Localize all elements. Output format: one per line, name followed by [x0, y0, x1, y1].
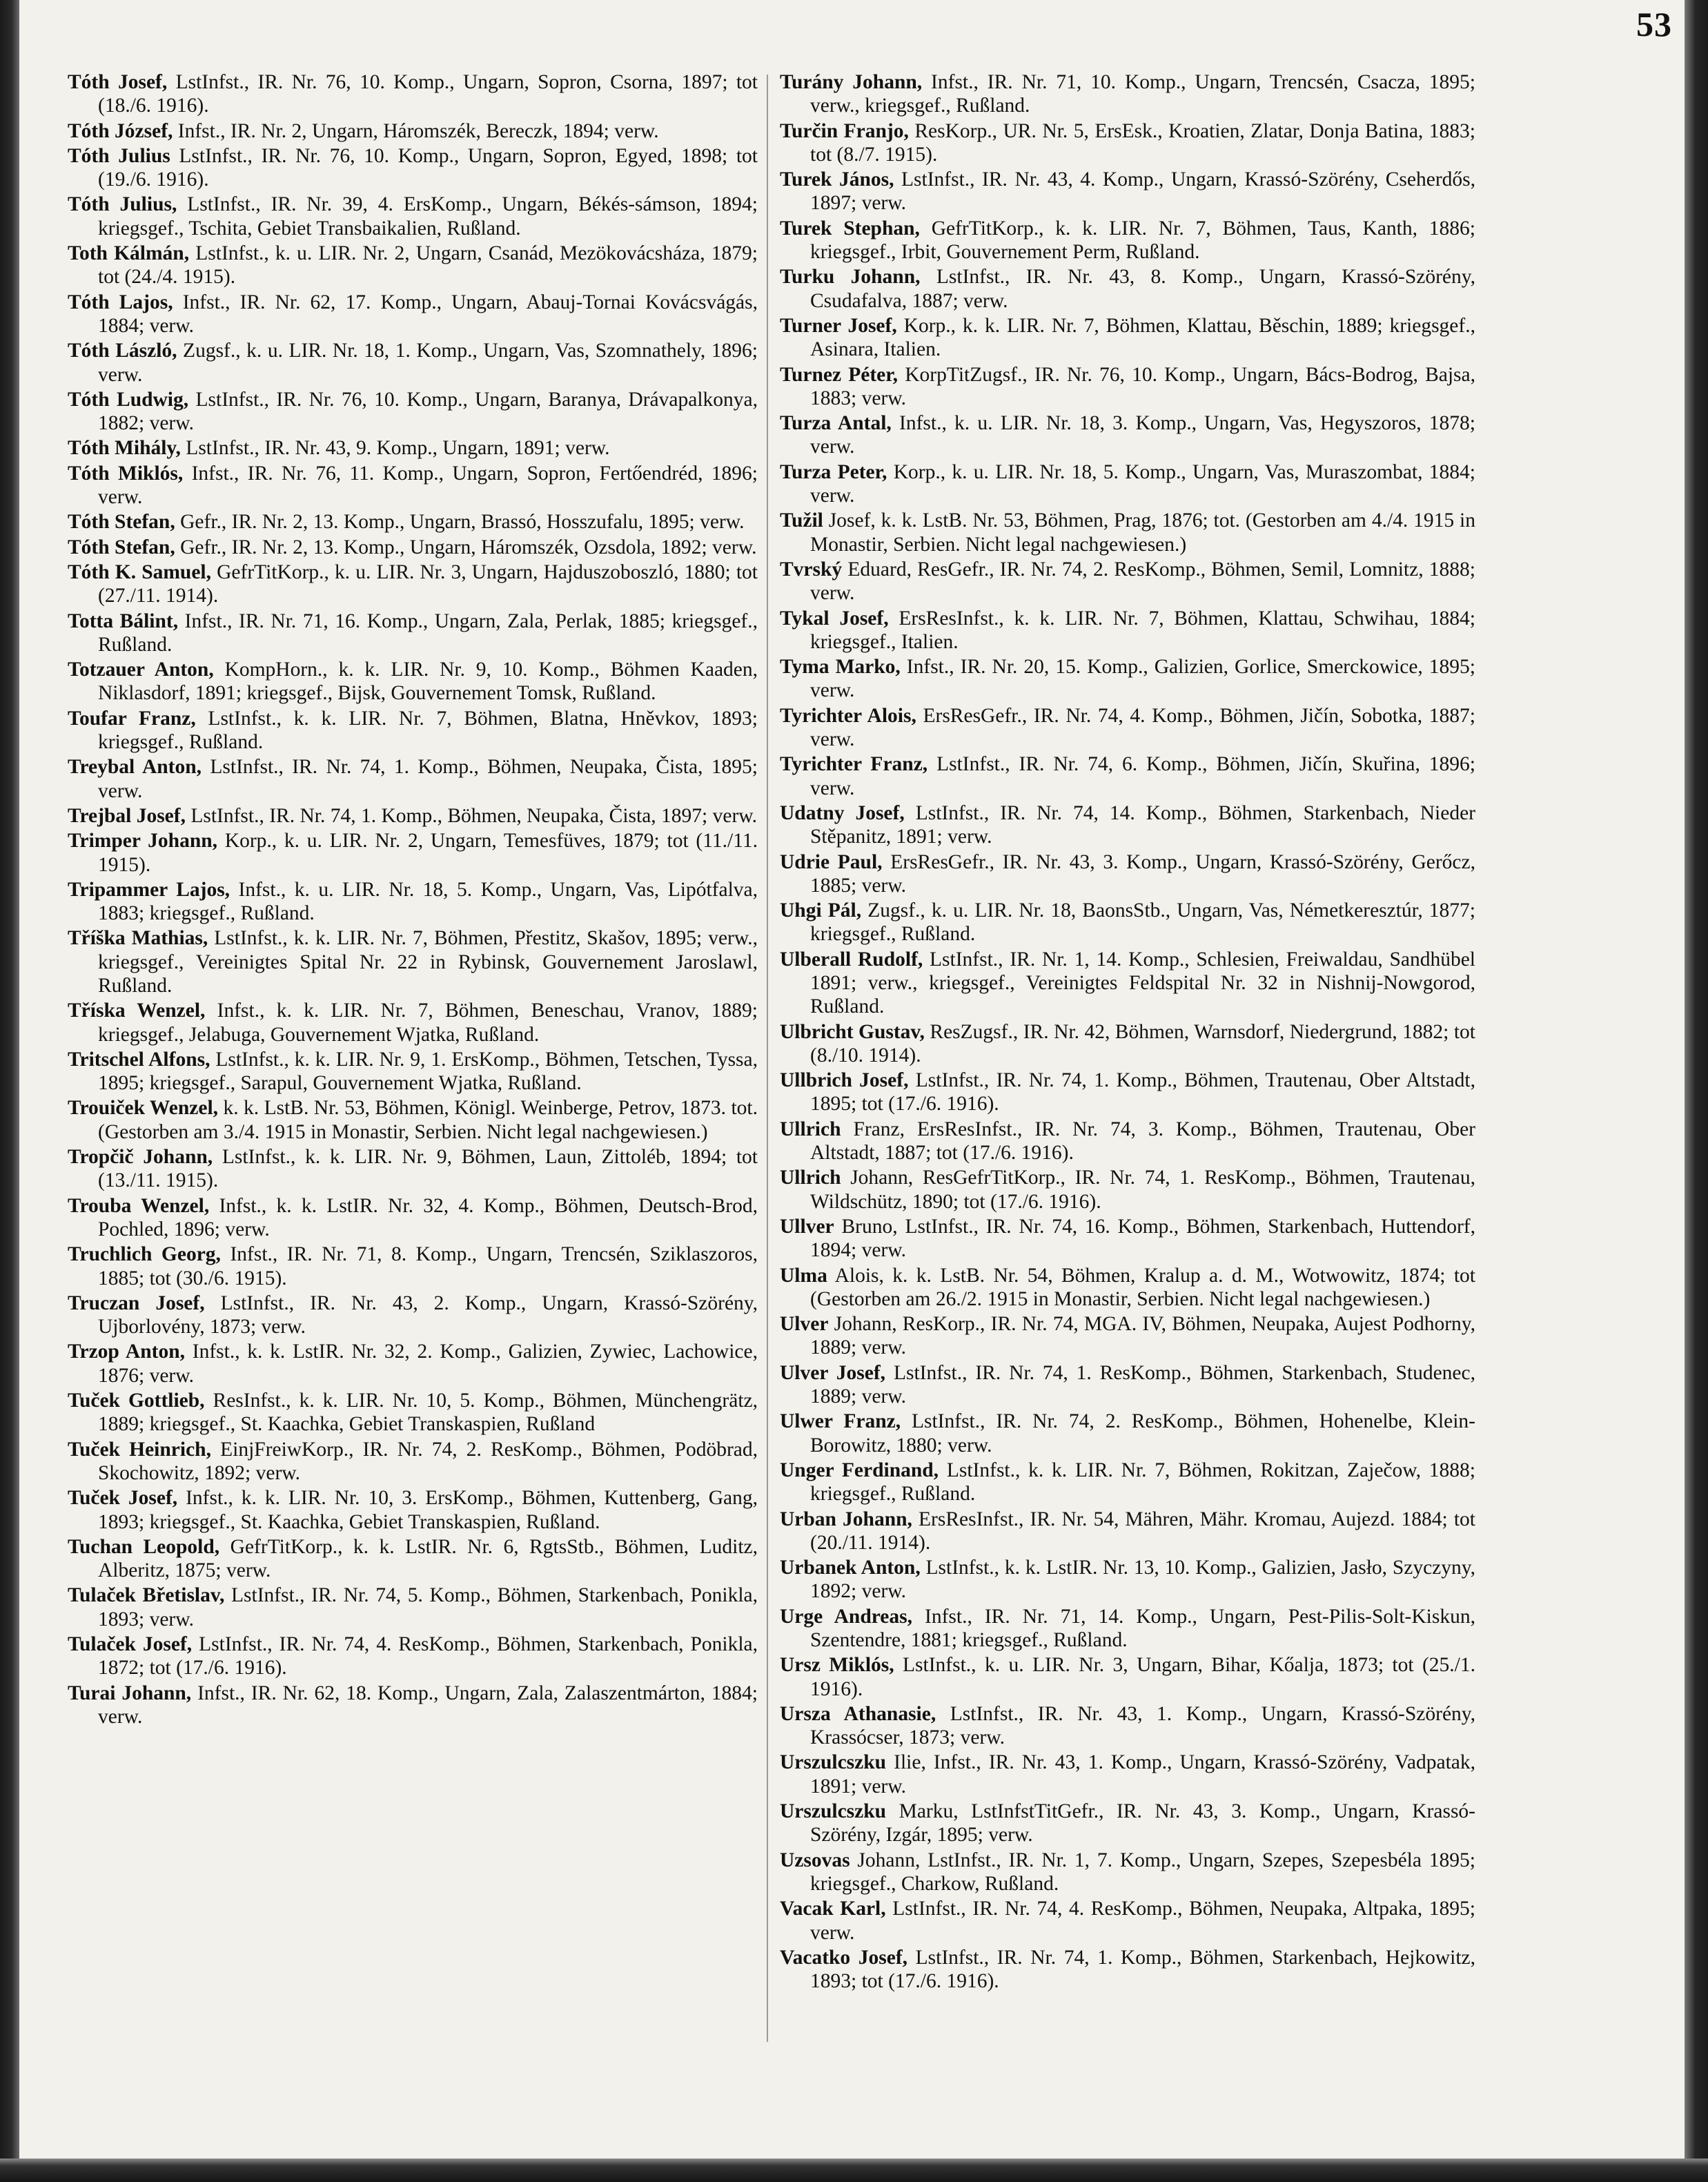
list-entry: [68, 462, 758, 509]
entry-name: Tříska Wenzel,: [68, 1000, 206, 1022]
list-entry: [68, 1340, 758, 1387]
entry-details: Infst., IR. Nr. 62, 18. Komp., Ungarn, Zala, Zalaszentmárton, 1884; verw.: [98, 1682, 758, 1728]
entry-name: Truczan Josef,: [68, 1292, 205, 1314]
list-entry: [780, 1020, 1475, 1068]
entry-details: ErsResGefr., IR. Nr. 74, 4. Komp., Böhmen, Jičín, Sobotka, 1887; verw.: [810, 704, 1475, 751]
list-entry: [68, 804, 758, 828]
list-entry: [780, 1556, 1475, 1604]
entry-name: Tykal Josef,: [780, 607, 889, 630]
entry-details: LstInfst., k. u. LIR. Nr. 2, Ungarn, Csanád, Mezökovácsháza, 1879; tot (24./4. 1915).: [98, 242, 758, 289]
entry-details: GefrTitKorp., k. u. LIR. Nr. 3, Ungarn, Hajduszoboszló, 1880; tot (27./11. 1914).: [98, 561, 758, 607]
entry-name: Tuček Heinrich,: [68, 1438, 211, 1461]
list-entry: [780, 217, 1475, 264]
list-entry: [68, 1048, 758, 1095]
list-entry: [780, 509, 1475, 556]
entry-name: Tóth Lajos,: [68, 291, 173, 313]
entry-details: LstInfst., k. k. LstIR. Nr. 13, 10. Komp., Galizien, Jasło, Szyczyny, 1892; verw.: [810, 1557, 1475, 1603]
entry-name: Turku Johann,: [780, 266, 921, 289]
list-entry: [68, 536, 758, 559]
list-entry: [68, 1584, 758, 1631]
entry-details: Infst., IR. Nr. 71, 10. Komp., Ungarn, Trencsén, Csacza, 1895; verw., kriegsgef., Rußland.: [810, 71, 1475, 117]
entry-details: ResKorp., UR. Nr. 5, ErsEsk., Kroatien, Zlatar, Donja Batina, 1883; tot (8./7. 1915).: [810, 119, 1475, 166]
list-entry: [780, 1264, 1475, 1312]
entry-details: Marku, LstInfstTitGefr., IR. Nr. 43, 3. Komp., Ungarn, Krassó-Szörény, Izgár, 1895; verw.: [810, 1800, 1475, 1847]
entry-details: LstInfst., IR. Nr. 76, 10. Komp., Ungarn, Baranya, Drávapalkonya, 1882; verw.: [98, 388, 758, 435]
right-column: [780, 70, 1475, 1994]
entry-name: Turčin Franjo,: [780, 119, 909, 142]
entry-name: Tyrichter Alois,: [780, 704, 916, 727]
entry-details: LstInfst., IR. Nr. 74, 4. ResKomp., Böhmen, Neupaka, Altpaka, 1895; verw.: [810, 1898, 1475, 1944]
list-entry: [68, 144, 758, 192]
entry-name: Ullver: [780, 1215, 834, 1238]
list-entry: [780, 1605, 1475, 1653]
entry-details: LstInfst., IR. Nr. 43, 4. Komp., Ungarn, Krassó-Szörény, Cseherdős, 1897; verw.: [810, 168, 1475, 215]
entry-name: Ursza Athanasie,: [780, 1702, 936, 1725]
entry-name: Tóth Josef,: [68, 71, 168, 93]
entry-name: Ullrich: [780, 1118, 841, 1140]
entry-details: LstInfst., IR. Nr. 74, 4. ResKomp., Böhmen, Starkenbach, Ponikla, 1872; tot (17./6. 1916).: [98, 1633, 758, 1679]
entry-name: Uhgi Pál,: [780, 899, 862, 922]
list-entry: [68, 291, 758, 338]
entry-details: LstInfst., IR. Nr. 1, 14. Komp., Schlesien, Freiwaldau, Sandhübel 1891; verw., kriegsgef., Vereinigtes Feldspital Nr. 32 in Nishnij-Nowgorod, Rußland.: [810, 948, 1475, 1018]
entry-details: LstInfst., IR. Nr. 74, 1. Komp., Böhmen, Neupaka, Čista, 1897; verw.: [185, 804, 758, 827]
entry-name: Udrie Paul,: [780, 850, 883, 873]
entry-name: Urszulcszku: [780, 1800, 887, 1823]
entry-details: LstInfst., IR. Nr. 74, 6. Komp., Böhmen, Jičín, Skuřina, 1896; verw.: [810, 753, 1475, 799]
entry-name: Totta Bálint,: [68, 610, 179, 632]
list-entry: [780, 1508, 1475, 1555]
list-entry: [68, 1145, 758, 1193]
list-entry: [780, 1751, 1475, 1798]
entry-details: Korp., k. k. LIR. Nr. 7, Böhmen, Klattau, Běschin, 1889; kriegsgef., Asinara, Italien.: [810, 314, 1475, 361]
list-entry: [68, 1096, 758, 1144]
list-entry: [780, 801, 1475, 849]
entry-details: Zugsf., k. u. LIR. Nr. 18, 1. Komp., Ungarn, Vas, Szomnathely, 1896; verw.: [98, 340, 758, 386]
list-entry: [68, 1486, 758, 1534]
entry-name: Turnez Péter,: [780, 363, 899, 386]
entry-name: Tuček Josef,: [68, 1487, 178, 1510]
entry-name: Trouiček Wenzel,: [68, 1097, 219, 1120]
entry-details: k. k. LstB. Nr. 53, Böhmen, Königl. Weinberge, Petrov, 1873. tot. (Gestorben am 3./4. 1915 in Monastir, Serbien. Nicht legal nachgewiesen.): [98, 1097, 758, 1143]
entry-name: Tóth Mihály,: [68, 437, 181, 460]
left-column: [68, 70, 758, 1730]
entry-details: Infst., IR. Nr. 76, 11. Komp., Ungarn, Sopron, Fertőendréd, 1896; verw.: [98, 462, 758, 509]
entry-name: Tyma Marko,: [780, 656, 901, 679]
list-entry: [780, 558, 1475, 605]
entry-name: Trouba Wenzel,: [68, 1194, 210, 1217]
entry-details: LstInfst., IR. Nr. 76, 10. Komp., Ungarn, Sopron, Csorna, 1897; tot (18./6. 1916).: [98, 71, 758, 117]
entry-name: Tóth Miklós,: [68, 462, 184, 485]
list-entry: [780, 70, 1475, 118]
entry-name: Turner Josef,: [780, 314, 897, 337]
entry-name: Tulaček Břetislav,: [68, 1584, 225, 1607]
list-entry: [780, 1702, 1475, 1750]
entry-details: Infst., IR. Nr. 62, 17. Komp., Ungarn, Abauj-Tornai Kovácsvágás, 1884; verw.: [98, 291, 758, 337]
entry-details: Zugsf., k. u. LIR. Nr. 18, BaonsStb., Ungarn, Vas, Németkeresztúr, 1877; kriegsgef., Rußland.: [810, 899, 1475, 946]
list-entry: [68, 878, 758, 926]
entry-name: Truchlich Georg,: [68, 1243, 221, 1266]
list-entry: [68, 561, 758, 608]
scan-edge-left: [0, 0, 19, 2182]
entry-details: Bruno, LstInfst., IR. Nr. 74, 16. Komp., Böhmen, Starkenbach, Huttendorf, 1894; verw.: [810, 1215, 1475, 1262]
entry-details: EinjFreiwKorp., IR. Nr. 74, 2. ResKomp., Böhmen, Podöbrad, Skochowitz, 1892; verw.: [98, 1438, 758, 1484]
entry-details: Alois, k. k. LstB. Nr. 54, Böhmen, Kralup a. d. M., Wotwowitz, 1874; tot (Gestorben am 26./2. 1915 in Monastir, Serbien. Nicht legal nachgewiesen.): [810, 1264, 1475, 1310]
entry-details: ResZugsf., IR. Nr. 42, Böhmen, Warnsdorf, Niedergrund, 1882; tot (8./10. 1914).: [810, 1020, 1475, 1066]
entry-details: LstInfst., IR. Nr. 74, 2. ResKomp., Böhmen, Hohenelbe, Klein-Borowitz, 1880; verw.: [810, 1410, 1475, 1457]
list-entry: [780, 1361, 1475, 1409]
entry-details: LstInfst., IR. Nr. 43, 9. Komp., Ungarn, 1891; verw.: [180, 437, 610, 460]
entry-name: Tropčič Johann,: [68, 1146, 213, 1169]
entry-name: Tritschel Alfons,: [68, 1048, 210, 1071]
list-entry: [780, 1069, 1475, 1116]
entry-name: Toufar Franz,: [68, 707, 196, 730]
entry-details: Infst., IR. Nr. 20, 15. Komp., Galizien, Gorlice, Smerckowice, 1895; verw.: [810, 656, 1475, 702]
entry-name: Ulma: [780, 1264, 827, 1287]
entry-details: Franz, ErsResInfst., IR. Nr. 74, 3. Komp., Böhmen, Trautenau, Ober Altstadt, 1887; tot (17./6. 1916).: [810, 1118, 1475, 1165]
entry-name: Ullrich: [780, 1167, 841, 1189]
list-entry: [68, 388, 758, 436]
entry-name: Tyrichter Franz,: [780, 753, 928, 776]
entry-details: LstInfst., IR. Nr. 74, 1. Komp., Böhmen, Starkenbach, Hejkowitz, 1893; tot (17./6. 1916).: [810, 1946, 1475, 1993]
entry-name: Turza Antal,: [780, 412, 892, 435]
entry-name: Tužil: [780, 509, 823, 532]
list-entry: [780, 1312, 1475, 1360]
entry-name: Tóth Julius: [68, 144, 170, 167]
entry-name: Ulver Josef,: [780, 1361, 886, 1384]
entry-details: Johann, ResGefrTitKorp., IR. Nr. 74, 1. ResKomp., Böhmen, Trautenau, Wildschütz, 1890; tot (17./6. 1916).: [810, 1167, 1475, 1213]
list-entry: [68, 242, 758, 289]
entry-name: Ulbricht Gustav,: [780, 1020, 925, 1043]
entry-name: Tripammer Lajos,: [68, 878, 230, 901]
entry-details: LstInfst., IR. Nr. 74, 5. Komp., Böhmen, Starkenbach, Ponikla, 1893; verw.: [98, 1584, 758, 1630]
entry-name: Udatny Josef,: [780, 801, 905, 824]
entry-details: LstInfst., k. k. LIR. Nr. 7, Böhmen, Přestitz, Skašov, 1895; verw., kriegsgef., Vereinigtes Spital Nr. 22 in Rybinsk, Gouvernement Jaroslawl, Rußland.: [98, 927, 758, 997]
entry-details: LstInfst., IR. Nr. 39, 4. ErsKomp., Ungarn, Békés-sámson, 1894; kriegsgef., Tschita, Gebiet Transbaikalien, Rußland.: [98, 193, 758, 240]
entry-details: Ilie, Infst., IR. Nr. 43, 1. Komp., Ungarn, Krassó-Szörény, Vadpatak, 1891; verw.: [810, 1751, 1475, 1798]
entry-details: LstInfst., k. k. LIR. Nr. 7, Böhmen, Blatna, Hněvkov, 1893; kriegsgef., Rußland.: [98, 707, 758, 754]
list-entry: [780, 655, 1475, 703]
entry-details: Infst., IR. Nr. 2, Ungarn, Háromszék, Bereczk, 1894; verw.: [173, 119, 659, 142]
entry-details: Infst., k. u. LIR. Nr. 18, 3. Komp., Ungarn, Vas, Hegyszoros, 1878; verw.: [810, 412, 1475, 458]
entry-details: LstInfst., IR. Nr. 43, 1. Komp., Ungarn, Krassó-Szörény, Krassócser, 1873; verw.: [810, 1702, 1475, 1749]
list-entry: [68, 1389, 758, 1436]
entry-name: Tóth Stefan,: [68, 536, 175, 558]
list-entry: [780, 460, 1475, 508]
scan-edge-bottom: [0, 2159, 1708, 2182]
entry-details: Korp., k. u. LIR. Nr. 2, Ungarn, Temesfüves, 1879; tot (11./11. 1915).: [98, 830, 758, 876]
entry-details: Infst., k. k. LIR. Nr. 10, 3. ErsKomp., Böhmen, Kuttenberg, Gang, 1893; kriegsgef., St. Kaachka, Gebiet Transkaspien, Rußland.: [98, 1487, 758, 1533]
entry-details: ResInfst., k. k. LIR. Nr. 10, 5. Komp., Böhmen, Münchengrätz, 1889; kriegsgef., St. Kaachka, Gebiet Transkaspien, Rußland: [98, 1390, 758, 1436]
list-entry: [780, 168, 1475, 215]
entry-details: LstInfst., IR. Nr. 74, 1. ResKomp., Böhmen, Starkenbach, Studenec, 1889; verw.: [810, 1361, 1475, 1408]
entry-name: Ulwer Franz,: [780, 1410, 901, 1433]
entry-details: Gefr., IR. Nr. 2, 13. Komp., Ungarn, Háromszék, Ozsdola, 1892; verw.: [175, 536, 757, 558]
entry-name: Vacak Karl,: [780, 1898, 886, 1920]
list-entry: [68, 1682, 758, 1729]
entry-name: Vacatko Josef,: [780, 1946, 908, 1969]
entry-name: Ulver: [780, 1313, 829, 1336]
list-entry: [68, 339, 758, 387]
list-entry: [68, 610, 758, 657]
list-entry: [780, 1897, 1475, 1945]
entry-name: Tříška Mathias,: [68, 927, 208, 950]
entry-name: Turány Johann,: [780, 71, 923, 93]
entry-name: Tóth László,: [68, 340, 177, 362]
entry-details: Infst., IR. Nr. 71, 16. Komp., Ungarn, Zala, Perlak, 1885; kriegsgef., Rußland.: [98, 610, 758, 656]
entry-name: Urszulcszku: [780, 1751, 887, 1774]
page-number: 53: [1636, 5, 1672, 43]
entry-details: Eduard, ResGefr., IR. Nr. 74, 2. ResKomp., Böhmen, Semil, Lomnitz, 1888; verw.: [810, 558, 1475, 605]
list-entry: [780, 314, 1475, 362]
entry-name: Turek János,: [780, 168, 894, 191]
entry-name: Tóth József,: [68, 119, 173, 142]
list-entry: [780, 1410, 1475, 1457]
entry-name: Tulaček Josef,: [68, 1633, 193, 1655]
entry-name: Tóth Stefan,: [68, 511, 175, 534]
entry-name: Tóth K. Samuel,: [68, 561, 211, 583]
entry-name: Trimper Johann,: [68, 830, 218, 853]
entry-details: LstInfst., k. k. LIR. Nr. 9, Böhmen, Laun, Zittoléb, 1894; tot (13./11. 1915).: [98, 1146, 758, 1192]
entry-name: Toth Kálmán,: [68, 242, 190, 265]
list-entry: [780, 1800, 1475, 1847]
list-entry: [780, 265, 1475, 313]
list-entry: [780, 850, 1475, 898]
list-entry: [68, 926, 758, 997]
entry-name: Turek Stephan,: [780, 217, 920, 240]
entry-details: Infst., IR. Nr. 71, 14. Komp., Ungarn, Pest-Pilis-Solt-Kiskun, Szentendre, 1881; kriegsgef., Rußland.: [810, 1605, 1475, 1651]
list-entry: [780, 363, 1475, 411]
entry-name: Uzsovas: [780, 1849, 850, 1871]
entry-details: LstInfst., IR. Nr. 43, 2. Komp., Ungarn, Krassó-Szörény, Ujborlovény, 1873; verw.: [98, 1292, 758, 1338]
entry-details: ErsResInfst., k. k. LIR. Nr. 7, Böhmen, Klattau, Schwihau, 1884; kriegsgef., Italien.: [810, 607, 1475, 653]
entry-details: LstInfst., IR. Nr. 76, 10. Komp., Ungarn, Sopron, Egyed, 1898; tot (19./6. 1916).: [98, 144, 758, 191]
entry-name: Urbanek Anton,: [780, 1557, 921, 1579]
entry-details: GefrTitKorp., k. k. LstIR. Nr. 6, RgtsStb., Böhmen, Luditz, Alberitz, 1875; verw.: [98, 1535, 758, 1582]
entry-name: Ursz Miklós,: [780, 1654, 894, 1677]
entry-details: Infst., k. k. LstIR. Nr. 32, 4. Komp., Böhmen, Deutsch-Brod, Pochled, 1896; verw.: [98, 1194, 758, 1240]
list-entry: [780, 1849, 1475, 1896]
list-entry: [780, 607, 1475, 654]
entry-details: Infst., IR. Nr. 71, 8. Komp., Ungarn, Trencsén, Sziklaszoros, 1885; tot (30./6. 1915).: [98, 1243, 758, 1289]
entry-name: Tóth Julius,: [68, 193, 177, 216]
list-entry: [68, 1243, 758, 1290]
entry-details: LstInfst., k. k. LIR. Nr. 9, 1. ErsKomp., Böhmen, Tetschen, Tyssa, 1895; kriegsgef., Sarapul, Gouvernement Wjatka, Rußland.: [98, 1048, 758, 1095]
list-entry: [68, 193, 758, 240]
entry-details: LstInfst., k. k. LIR. Nr. 7, Böhmen, Rokitzan, Zaječow, 1888; kriegsgef., Rußland.: [810, 1459, 1475, 1506]
entry-name: Totzauer Anton,: [68, 659, 214, 681]
entry-details: GefrTitKorp., k. k. LIR. Nr. 7, Böhmen, Taus, Kanth, 1886; kriegsgef., Irbit, Gouvernement Perm, Rußland.: [810, 217, 1475, 264]
entry-details: Infst., k. k. LIR. Nr. 7, Böhmen, Beneschau, Vranov, 1889; kriegsgef., Jelabuga, Gouvernement Wjatka, Rußland.: [98, 1000, 758, 1046]
column-divider: [767, 75, 768, 2042]
entry-name: Ulberall Rudolf,: [780, 948, 923, 971]
entry-details: Johann, LstInfst., IR. Nr. 1, 7. Komp., Ungarn, Szepes, Szepesbéla 1895; kriegsgef., Charkow, Rußland.: [810, 1849, 1475, 1895]
entry-name: Turai Johann,: [68, 1682, 192, 1704]
entry-details: Korp., k. u. LIR. Nr. 18, 5. Komp., Ungarn, Vas, Muraszombat, 1884; verw.: [810, 460, 1475, 507]
list-entry: [68, 707, 758, 754]
entry-name: Trejbal Josef,: [68, 804, 186, 827]
entry-details: LstInfst., IR. Nr. 43, 8. Komp., Ungarn, Krassó-Szörény, Csudafalva, 1887; verw.: [810, 266, 1475, 312]
list-entry: [780, 411, 1475, 459]
list-entry: [780, 752, 1475, 800]
entry-details: Infst., k. k. LstIR. Nr. 32, 2. Komp., Galizien, Zywiec, Lachowice, 1876; verw.: [98, 1341, 758, 1387]
list-entry: [780, 1118, 1475, 1165]
list-entry: [68, 119, 758, 143]
entry-name: Trzop Anton,: [68, 1341, 186, 1363]
entry-details: KompHorn., k. k. LIR. Nr. 9, 10. Komp., Böhmen Kaaden, Niklasdorf, 1891; kriegsgef., Bijsk, Gouvernement Tomsk, Rußland.: [98, 659, 758, 705]
entry-details: Johann, ResKorp., IR. Nr. 74, MGA. IV, Böhmen, Neupaka, Aujest Podhorny, 1889; verw.: [810, 1313, 1475, 1359]
entry-name: Ullbrich Josef,: [780, 1069, 909, 1092]
list-entry: [68, 755, 758, 803]
scan-edge-right: [1685, 0, 1708, 2182]
list-entry: [780, 1215, 1475, 1263]
entry-name: Tuchan Leopold,: [68, 1535, 220, 1558]
entry-name: Tóth Ludwig,: [68, 388, 189, 411]
entry-details: LstInfst., IR. Nr. 74, 1. Komp., Böhmen, Neupaka, Čista, 1895; verw.: [98, 756, 758, 802]
list-entry: [68, 1535, 758, 1583]
entry-details: LstInfst., IR. Nr. 74, 1. Komp., Böhmen, Trautenau, Ober Altstadt, 1895; tot (17./6. 1916).: [810, 1069, 1475, 1116]
list-entry: [68, 658, 758, 705]
list-entry: [780, 1166, 1475, 1214]
entry-details: Gefr., IR. Nr. 2, 13. Komp., Ungarn, Brassó, Hosszufalu, 1895; verw.: [175, 511, 745, 534]
list-entry: [780, 1459, 1475, 1506]
entry-details: Josef, k. k. LstB. Nr. 53, Böhmen, Prag, 1876; tot. (Gestorben am 4./4. 1915 in Monastir, Serbien. Nicht legal nachgewiesen.): [810, 509, 1475, 556]
list-entry: [780, 704, 1475, 752]
entry-details: ErsResInfst., IR. Nr. 54, Mähren, Mähr. Kromau, Aujezd. 1884; tot (20./11. 1914).: [810, 1508, 1475, 1554]
entry-name: Unger Ferdinand,: [780, 1459, 939, 1481]
entry-name: Urban Johann,: [780, 1508, 912, 1530]
list-entry: [68, 829, 758, 877]
list-entry: [68, 999, 758, 1046]
list-entry: [68, 510, 758, 534]
list-entry: [780, 948, 1475, 1019]
list-entry: [68, 70, 758, 118]
entry-name: Urge Andreas,: [780, 1605, 912, 1628]
list-entry: [68, 436, 758, 460]
list-entry: [780, 1946, 1475, 1994]
entry-details: LstInfst., k. u. LIR. Nr. 3, Ungarn, Bihar, Kőalja, 1873; tot (25./1. 1916).: [810, 1654, 1475, 1700]
entry-name: Turza Peter,: [780, 460, 887, 483]
list-entry: [68, 1633, 758, 1680]
entry-name: Tuček Gottlieb,: [68, 1390, 205, 1412]
entry-details: ErsResGefr., IR. Nr. 43, 3. Komp., Ungarn, Krassó-Szörény, Gerőcz, 1885; verw.: [810, 850, 1475, 897]
list-entry: [68, 1194, 758, 1242]
list-entry: [68, 1292, 758, 1339]
entry-details: LstInfst., IR. Nr. 74, 14. Komp., Böhmen, Starkenbach, Nieder Stěpanitz, 1891; verw.: [810, 801, 1476, 848]
entry-details: KorpTitZugsf., IR. Nr. 76, 10. Komp., Ungarn, Bács-Bodrog, Bajsa, 1883; verw.: [810, 363, 1475, 409]
list-entry: [780, 899, 1475, 946]
entry-name: Treybal Anton,: [68, 756, 202, 779]
list-entry: [780, 119, 1475, 167]
list-entry: [68, 1438, 758, 1485]
list-entry: [780, 1653, 1475, 1701]
entry-details: Infst., k. u. LIR. Nr. 18, 5. Komp., Ungarn, Vas, Lipótfalva, 1883; kriegsgef., Rußland.: [98, 878, 758, 925]
entry-name: Tvrský: [780, 558, 843, 581]
